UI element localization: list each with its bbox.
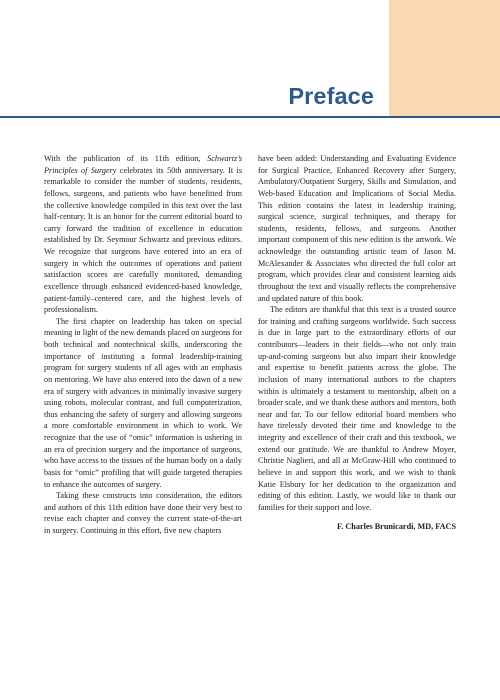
paragraph-4: The editors are thankful that this text is a trusted source for training and crafting surgeons worldwide. Such success is due in large part to the extraordinary efforts of our contributors—leaders in their fields—who not only train up-and-coming surgeons but also impart their knowledge and expertise to benefit patients across the globe. The inclusion of many international authors to the chapters within is ultimately a testament to mentorship, albeit on a broader scale, and we thank these authors and mentors, both near and far. To our fellow editorial board members who have tirelessly devoted their time and knowledge to the integrity and excellence of their craft and this textbook, we extend our gratitude. We are thankful to Andrew Moyer, Christie Naglieri, and all at McGraw-Hill who continued to believe in and support this work, and we wish to thank Katie Elsbury for her dedication to the organization and editing of this edition. Lastly, we would like to thank our families for their support and love. [258, 305, 456, 512]
paragraph-3-start: Taking these constructs into consideration, the editors and authors of this 11th edition have done their very best to revise each chapter and convey the current state-of-the-art in surgery. Continuing in this effort, five new chapters [44, 491, 242, 535]
title-rule [0, 116, 500, 118]
left-column [44, 153, 242, 537]
paragraph-2: The first chapter on leadership has taken on special meaning in light of the new demands placed on surgeons for both technical and nontechnical skills, underscoring the importance of instituting a formal leadership-training program for surgery students of all ages with an emphasis on mentoring. We have also entered into the dawn of a new era of surgery with advances in minimally invasive surgery using robots, molecular contrast, and full computerization, thus enhancing the safety of surgery and allowing surgeons a more comfortable environment in which to work. We recognize that the use of “omic” information is ushering in an era of precision surgery and the importance of surgeons, who have access to the tissues of the human body on a daily basis for “omic” profiling that will guide targeted therapies to enhance the outcomes of surgery. [44, 316, 242, 489]
right-column [258, 153, 456, 533]
paragraph-1 [44, 153, 242, 316]
paragraph-1-lead: With the publication of its 11th edition, [44, 154, 201, 163]
header-accent-block [389, 0, 500, 117]
book-title: Schwartz’s Principles of Surgery [44, 154, 243, 175]
paragraph-3-continued: have been added: Understanding and Evaluating Evidence for Surgical Practice, Enhanced Recovery after Surgery, Ambulatory/Outpatient Surgery, Skills and Simulation, and Web-based Education and Implications of Social Media. This edition contains the latest in leadership training, surgical science, surgical techniques, and therapy for students, residents, fellows, and surgeons. Another important component of this new edition is the artwork. We acknowledge the outstanding artistic team of Jason M. McAlexander & Associates who directed the full color art program, which provides clear and consistent learning aids throughout the text and visually reflects the comprehensive and updated nature of this book. [258, 154, 456, 303]
page-title: Preface [288, 83, 374, 109]
signature: F. Charles Brunicardi, MD, FACS [337, 522, 456, 532]
paragraph-1-body: celebrates its 50th anniversary. It is remarkable to consider the number of students, residents, fellows, surgeons, and patients who have benefitted from the collective knowledge compiled in this text over the last half-century. It is an honor for the current editorial board to carry forward the tradition of excellence in education established by Dr. Seymour Schwartz and previous editors. We recognize that surgeons have entered into an era of surgery in which the outcomes of operations and patient satisfaction scores are carefully monitored, demanding excellence through enhanced evidenced-based knowledge, patient-family–centered care, and the highest levels of professionalism. [44, 165, 243, 315]
